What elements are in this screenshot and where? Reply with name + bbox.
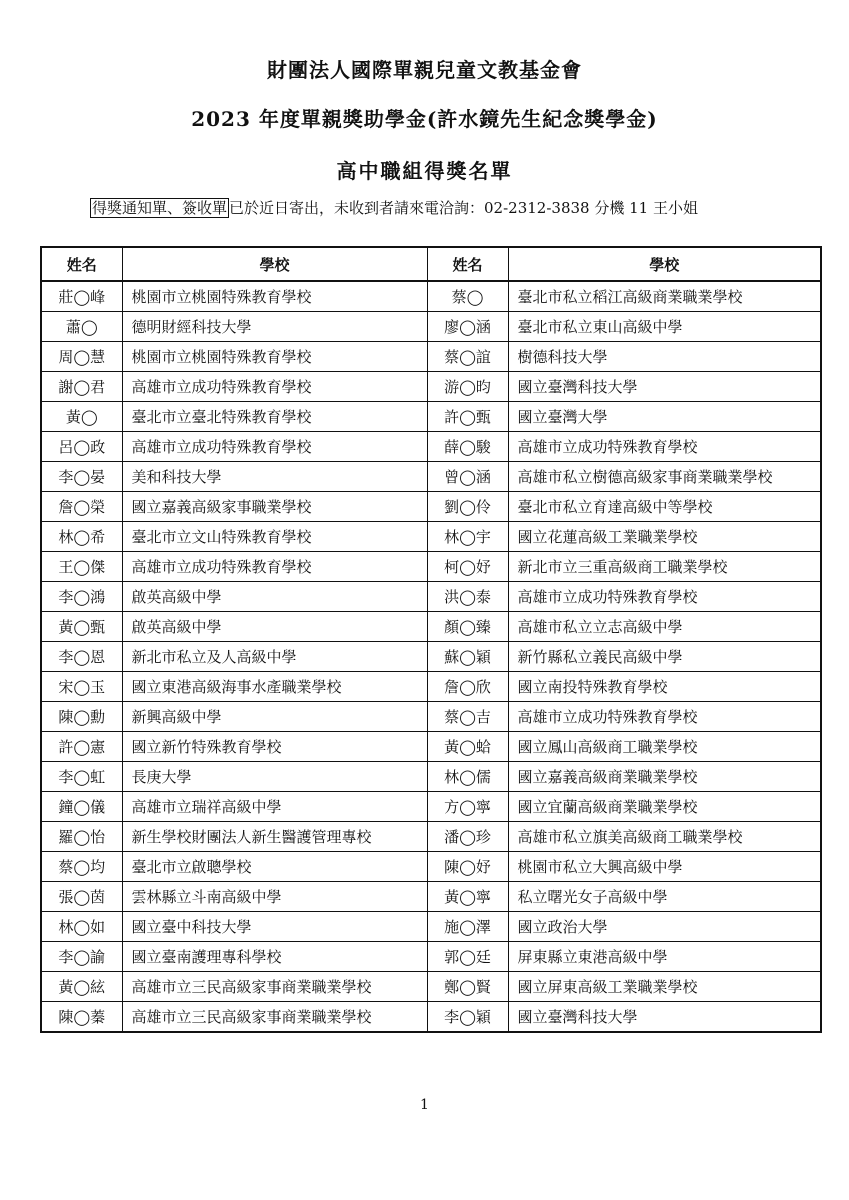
page-number: 1 [420,1097,429,1113]
cell-name-left: 王◯傑 [41,552,122,582]
cell-school-left: 新生學校財團法人新生醫護管理專校 [122,822,427,852]
cell-school-right: 高雄市立成功特殊教育學校 [508,702,821,732]
cell-name-left: 李◯鴻 [41,582,122,612]
cell-school-right: 國立花蓮高級工業職業學校 [508,522,821,552]
cell-name-left: 許◯憲 [41,732,122,762]
cell-name-left: 陳◯勳 [41,702,122,732]
cell-name-right: 蘇◯穎 [427,642,508,672]
cell-name-left: 黃◯絃 [41,972,122,1002]
cell-school-left: 高雄市立三民高級家事商業職業學校 [122,972,427,1002]
cell-name-right: 黃◯蛤 [427,732,508,762]
table-row [41,792,821,822]
cell-school-right: 臺北市私立育達高級中等學校 [508,492,821,522]
table-row [41,972,821,1002]
cell-school-right: 高雄市立成功特殊教育學校 [508,582,821,612]
cell-name-left: 莊◯峰 [41,281,122,312]
cell-school-left: 國立臺中科技大學 [122,912,427,942]
table-row [41,642,821,672]
cell-name-right: 施◯澤 [427,912,508,942]
cell-school-left: 國立新竹特殊教育學校 [122,732,427,762]
cell-name-right: 郭◯廷 [427,942,508,972]
cell-name-right: 陳◯妤 [427,852,508,882]
table-row [41,342,821,372]
table-row [41,1002,821,1033]
cell-name-right: 薛◯駿 [427,432,508,462]
cell-school-left: 臺北市立啟聰學校 [122,852,427,882]
org-title: 財團法人國際單親兒童文教基金會 [267,58,582,82]
header-school-left: 學校 [122,247,427,281]
table-row [41,432,821,462]
cell-school-left: 桃園市立桃園特殊教育學校 [122,281,427,312]
table-row [41,372,821,402]
cell-name-right: 潘◯珍 [427,822,508,852]
cell-name-left: 羅◯怡 [41,822,122,852]
cell-school-right: 國立嘉義高級商業職業學校 [508,762,821,792]
cell-school-right: 臺北市私立稻江高級商業職業學校 [508,281,821,312]
cell-name-left: 蔡◯均 [41,852,122,882]
cell-name-left: 黃◯ [41,402,122,432]
cell-name-left: 鐘◯儀 [41,792,122,822]
table-row [41,612,821,642]
cell-school-left: 美和科技大學 [122,462,427,492]
table-row [41,942,821,972]
cell-name-left: 李◯諭 [41,942,122,972]
cell-name-left: 李◯恩 [41,642,122,672]
cell-school-right: 新北市立三重高級商工職業學校 [508,552,821,582]
cell-school-right: 屏東縣立東港高級中學 [508,942,821,972]
cell-school-right: 國立臺灣大學 [508,402,821,432]
cell-school-right: 高雄市私立樹德高級家事商業職業學校 [508,462,821,492]
cell-school-left: 啟英高級中學 [122,612,427,642]
cell-name-left: 周◯慧 [41,342,122,372]
cell-name-right: 李◯穎 [427,1002,508,1033]
cell-school-left: 國立東港高級海事水產職業學校 [122,672,427,702]
notice-line [90,197,698,218]
cell-school-left: 桃園市立桃園特殊教育學校 [122,342,427,372]
cell-name-left: 宋◯玉 [41,672,122,702]
cell-name-right: 詹◯欣 [427,672,508,702]
cell-school-left: 德明財經科技大學 [122,312,427,342]
cell-school-left: 新興高級中學 [122,702,427,732]
cell-school-right: 國立臺灣科技大學 [508,1002,821,1033]
cell-school-left: 高雄市立成功特殊教育學校 [122,552,427,582]
table-row [41,852,821,882]
cell-school-right: 國立南投特殊教育學校 [508,672,821,702]
header-school-right: 學校 [508,247,821,281]
cell-name-left: 林◯希 [41,522,122,552]
cell-school-right: 高雄市私立立志高級中學 [508,612,821,642]
cell-school-left: 國立臺南護理專科學校 [122,942,427,972]
cell-name-left: 詹◯榮 [41,492,122,522]
header-name-left: 姓名 [41,247,122,281]
table-row [41,462,821,492]
cell-school-right: 桃園市私立大興高級中學 [508,852,821,882]
cell-name-right: 游◯昀 [427,372,508,402]
cell-name-right: 蔡◯ [427,281,508,312]
table-row [41,672,821,702]
table-row [41,582,821,612]
table-row [41,762,821,792]
cell-school-left: 新北市私立及人高級中學 [122,642,427,672]
cell-name-right: 許◯甄 [427,402,508,432]
cell-name-left: 林◯如 [41,912,122,942]
cell-school-left: 高雄市立瑞祥高級中學 [122,792,427,822]
cell-name-right: 黃◯寧 [427,882,508,912]
cell-school-right: 國立宜蘭高級商業職業學校 [508,792,821,822]
cell-name-left: 李◯晏 [41,462,122,492]
cell-school-left: 國立嘉義高級家事職業學校 [122,492,427,522]
cell-name-left: 張◯茵 [41,882,122,912]
cell-school-right: 樹德科技大學 [508,342,821,372]
table-row [41,702,821,732]
cell-name-left: 黃◯甄 [41,612,122,642]
cell-school-right: 私立曙光女子高級中學 [508,882,821,912]
cell-name-right: 洪◯泰 [427,582,508,612]
cell-name-right: 林◯宇 [427,522,508,552]
cell-name-left: 蕭◯ [41,312,122,342]
notice-boxed-text: 得獎通知單、簽收單 [92,199,228,217]
cell-school-left: 臺北市立文山特殊教育學校 [122,522,427,552]
cell-name-right: 林◯儒 [427,762,508,792]
table-row [41,912,821,942]
table-row [41,522,821,552]
cell-school-right: 國立屏東高級工業職業學校 [508,972,821,1002]
cell-school-right: 臺北市私立東山高級中學 [508,312,821,342]
cell-name-left: 謝◯君 [41,372,122,402]
cell-name-right: 顏◯臻 [427,612,508,642]
table-row [41,492,821,522]
table-header-row [41,247,821,281]
header-name-right: 姓名 [427,247,508,281]
cell-name-right: 鄭◯賢 [427,972,508,1002]
cell-school-right: 國立政治大學 [508,912,821,942]
cell-school-left: 長庚大學 [122,762,427,792]
table-row [41,402,821,432]
cell-name-right: 蔡◯吉 [427,702,508,732]
cell-name-right: 曾◯涵 [427,462,508,492]
cell-school-right: 國立鳳山高級商工職業學校 [508,732,821,762]
table-row [41,552,821,582]
table-row [41,882,821,912]
cell-school-left: 高雄市立成功特殊教育學校 [122,372,427,402]
cell-school-right: 新竹縣私立義民高級中學 [508,642,821,672]
table-row [41,732,821,762]
table-row [41,312,821,342]
cell-name-right: 方◯寧 [427,792,508,822]
cell-school-right: 國立臺灣科技大學 [508,372,821,402]
cell-school-right: 高雄市立成功特殊教育學校 [508,432,821,462]
awardee-table [40,246,822,1033]
cell-school-left: 高雄市立三民高級家事商業職業學校 [122,1002,427,1033]
cell-name-left: 李◯虹 [41,762,122,792]
cell-school-left: 高雄市立成功特殊教育學校 [122,432,427,462]
cell-name-right: 劉◯伶 [427,492,508,522]
cell-school-left: 臺北市立臺北特殊教育學校 [122,402,427,432]
cell-school-right: 高雄市私立旗美高級商工職業學校 [508,822,821,852]
cell-school-left: 雲林縣立斗南高級中學 [122,882,427,912]
notice-text: 已於近日寄出，未收到者請來電洽詢：02-2312-3838 分機 11 王小姐 [229,199,698,217]
program-title: 2023 年度單親獎助學金(許水鏡先生紀念獎學金) [191,107,658,131]
table-row [41,822,821,852]
list-title: 高中職組得獎名單 [336,159,513,183]
cell-name-right: 柯◯妤 [427,552,508,582]
cell-school-left: 啟英高級中學 [122,582,427,612]
cell-name-right: 蔡◯誼 [427,342,508,372]
cell-name-left: 呂◯政 [41,432,122,462]
cell-name-left: 陳◯蓁 [41,1002,122,1033]
table-row [41,281,821,312]
cell-name-right: 廖◯涵 [427,312,508,342]
